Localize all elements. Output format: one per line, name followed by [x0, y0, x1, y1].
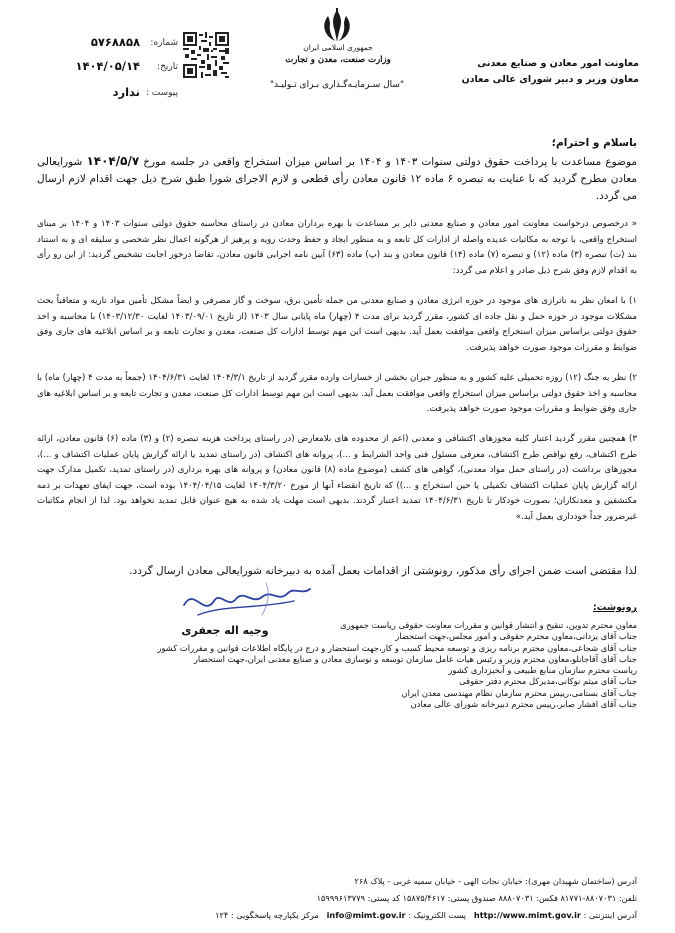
cc-item: جناب آقای یزدانی،معاون محترم حقوقی و امور مجلس،جهت استحضار: [395, 631, 637, 642]
date-label: تاریخ:: [157, 62, 178, 72]
cc-item: جناب آقای آقاجانلو،معاون محترم وزیر و رئیس هیات عامل سازمان توسعه و نوسازی معادن و صنایع معدنی ایران،جهت استحضار: [193, 653, 637, 664]
email-label: پست الکترونیک :: [408, 910, 467, 920]
resolution-item-2: ۲) نظر به جنگ (۱۲) روزه تحمیلی علیه کشور و به منظور جبران بخشی از خسارات وارده مقرر گردید از تاریخ ۱۴۰۴/۳/۱ لغایت ۱۴۰۴/۶/۳۱ (جمعاً به مدت ۴ (چهار) ماه) با محاسبه و اخذ حقوق دولتی براساس میزان استخراج واقعی موافقت بعمل آید. بدیهی است این مهم توسط ادارات کل صنعت، معدن و تجارت تابعه و بر اساس ابلاغیه های جاری وفق ضوابط و مقررات موجود صورت خواهد پذیرفت.: [37, 373, 637, 414]
logo-line-republic: جمهوری اسلامی ایران: [303, 43, 373, 52]
greeting: باسلام و احترام؛: [551, 137, 637, 149]
resolution-item-1: ۱) با امعان نظر به ناترازی های موجود در حوزه انرژی معادن و صنایع معدنی من جمله تأمین برق، سوخت و گاز مصرفی و ایضاً مشکل تأمین مواد ناریه و متعاقباً بحث مشکلات موجود در حوزه حمل و نقل جاده ای کشور، مقرر گردید برای مدت ۴ (چهار) ماه پایانی سال ۱۴۰۳ (از تاریخ ۱۴۰۳/۰۹/۰۱ لغایت ۱۴۰۳/۱۲/۳۰) با محاسبه و اخذ حقوق دولتی براساس میزان استخراج واقعی موافقت بعمل آید. بدیهی است این مهم توسط ادارات کل صنعت، معدن و تجارت تابعه و بر اساس ابلاغیه های جاری وفق ضوابط و مقررات موجود صورت خواهد پذیرفت.: [37, 296, 637, 353]
cc-item: جناب آقای میثم نوکانی،مدیرکل محترم دفتر حقوقی: [459, 676, 637, 687]
footer-contact-row: [27, 909, 637, 921]
main-text-before-date: موضوع مساعدت با پرداخت حقوق دولتی سنوات ۱۴۰۳ و ۱۴۰۴ بر اساس میزان استخراج واقعی در جلسه مورخ: [143, 156, 637, 168]
resolution-intro: « درخصوص درخواست معاونت امور معادن و صنایع معدنی دایر بر مساعدت با بهره برداران معادن در راستای محاسبه حقوق دولتی سنوات ۱۴۰۳ و ۱۴۰۴ بر مبنای استخراج واقعی، با توجه به مکاتبات عدیده واصله از ادارات کل تابعه و به منظور ایجاد و حفظ وحدت رویه و پرهیز از هرگونه اعمال نظر شخصی و سلیقه ای و به استناد بند (ت) تبصره (۳) ماده (۱۲) و تبصره (۷) ماده (۱۴) قانون معادن و بند (پ) ماده (۶۳) آیین نامه اجرایی قانون معادن، تقاضا درخور اجابت تشخیص گردید: از این رو رأی به اقدام لازم وفق شرح ذیل صادر و اعلام می گردد:: [37, 219, 637, 276]
resolution-item-3: ۳) همچنین مقرر گردید اعتبار کلیه مجوزهای اکتشافی و معدنی (اعم از محدوده های بلامعارض (در راستای پرداخت هزینه تبصره (۲) و (۳) ماده (۶) قانون معادن، ارائه طرح اکتشاف، رفع نواقص طرح اکتشاف، معرفی مسئول فنی واجد الشرایط و ...)، پروانه های اکتشاف (در راستای تمدید یا ارائه گزارش پایان عملیات اکتشاف و ...)، مجوزهای برداشت (در راستای حمل مواد معدنی)، گواهی های کشف (موضوع ماده (۸) قانون معادن) و پروانه های بهره برداری (در راستای تمدید، تکمیل مدارک جهت ارائه گزارش پایان عملیات اکتشاف تکمیلی یا حین استخراج و ...)) که تاریخ انقضاء آنها از مورخ ۱۴۰۴/۳/۲۰ لغایت ۱۴۰۴/۰۴/۱۵ بوده است، جهت ایفای تعهدات بر ذمه مکتشفین و معدنکاران؛ بصورت خودکار تا تاریخ ۱۴۰۴/۶/۳۱ تمدید اعتبار گردند. بدیهی است مهلت یاد شده به هیچ عنوان قابل تمدید نخواهد بود. لذا از انجام مکاتبات غیرضرور جداً خودداری بعمل آید.»: [37, 434, 637, 522]
cc-item: جناب آقای بستامی،رییس محترم سازمان نظام مهندسی معدن ایران: [401, 687, 637, 698]
number-value: ۵۷۶۸۸۵۸: [90, 35, 140, 49]
footer-address: آدرس (ساختمان شهیدان مهری): خیابان نجات الهی - خیابان سمیه غربی - پلاک ۲۶۸: [354, 876, 637, 886]
letter-date-row: [40, 59, 178, 78]
signatory-name: وجیه اله جعفری: [181, 624, 269, 637]
main-text-after-date: شورایعالی معادن مطرح گردید که با عنایت به تبصره ۶ ماده ۱۲ قانون معادن رأی قطعی و لازم الاجرای شورا طبق شرح ذیل جهت اقدام لازم ارسال می گردد.: [37, 156, 637, 202]
cc-item: جناب آقای شجاعی،معاون محترم برنامه ریزی و توسعه محیط کسب و کار،جهت استحضار و درج در پایگاه اطلاعات قوانین و مقررات کشور: [157, 642, 637, 653]
meeting-date: ۱۴۰۴/۵/۷: [86, 154, 140, 168]
ministry-line: معاون وزیر و دبیر شورای عالی معادن: [461, 74, 639, 85]
ministry-header: [439, 56, 639, 88]
logo-line-ministry: وزارت صنعت، معدن و تجارت: [285, 55, 391, 65]
main-paragraph: [37, 153, 637, 205]
cc-item: معاون محترم تدوین، تنقیح و انتشار قوانین و مقررات معاونت حقوقی ریاست جمهوری: [340, 620, 637, 630]
cc-item: ریاست محترم سازمان منابع طبیعی و آبخیزداری کشور: [448, 665, 637, 676]
cc-title: رونوشت:: [592, 602, 637, 613]
ministry-line: معاونت امور معادن و صنایع معدنی: [477, 58, 639, 69]
iran-emblem-icon: [312, 8, 362, 44]
letter-number-row: [40, 35, 178, 54]
qr-code-icon: [183, 32, 229, 78]
letter-attachment-row: [40, 85, 178, 104]
attachment-label: پیوست :: [145, 88, 178, 98]
cc-item: جناب آقای افشار صابر،رییس محترم دبیرخانه شورای عالی معادن: [410, 699, 637, 710]
call-center: مرکز یکپارچه پاسخگویی : ۱۲۴: [215, 910, 319, 920]
date-value: ۱۴۰۴/۰۵/۱۴: [75, 59, 140, 73]
email-link[interactable]: info@mimt.gov.ir: [326, 910, 406, 920]
website-link[interactable]: http://www.mimt.gov.ir: [473, 910, 581, 920]
slogan: "سال سـرمایـه‌گـذاری بـرای تـولیـد": [269, 80, 405, 90]
closing-paragraph: لذا مقتضی است ضمن اجرای رأی مذکور، رونوشتی از اقدامات بعمل آمده به دبیرخانه شورایعالی معادن ارسال گردد.: [129, 565, 637, 577]
number-label: شماره:: [150, 38, 178, 48]
attachment-value: ندارد: [112, 85, 140, 99]
footer-phones: تلفن: ۸۸۰۷۰۳۱-۸۱۷۷۱ فکس: ۸۸۸۰۷۰۳۱ صندوق پستی: ۱۵۸۷۵/۴۶۱۷ کد پستی: ۱۵۹۹۹۶۱۳۷۷۹: [316, 893, 637, 903]
cc-list: [37, 620, 637, 710]
internet-label: آدرس اینترنتی :: [583, 910, 637, 920]
